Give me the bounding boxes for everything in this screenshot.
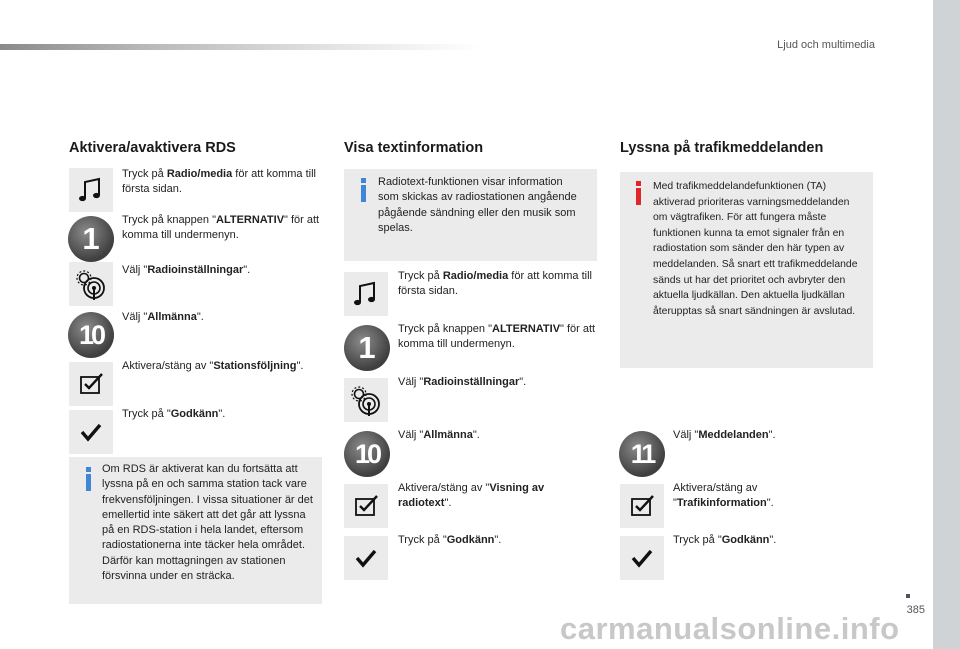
rds-step-4: Välj "Allmänna". bbox=[122, 311, 204, 323]
traffic-warning-text: Med trafikmeddelandefunktionen (TA) aktiverad prioriteras varningsmeddelanden om vägtrafiken. För att fungera måste funktionen kunna ta emot signaler från en radiostation som sänder den här typen av meddelanden. Så snart ett trafikmeddelande sänds ut har det prioritet och avbryter den aktuella ljudkällan. Den aktuella ljudkällan återupptas så snart sändningen är avslutad. bbox=[653, 181, 858, 317]
section-title-traffic: Lyssna på trafikmeddelanden bbox=[620, 140, 824, 156]
confirm-check-icon bbox=[620, 536, 664, 580]
rds-step-6: Tryck på "Godkänn". bbox=[122, 408, 226, 420]
page-number: 385 bbox=[906, 604, 925, 616]
traffic-warning-box bbox=[620, 172, 873, 368]
chapter-title: Ljud och multimedia bbox=[777, 39, 875, 51]
rds-info-text: Om RDS är aktiverat kan du fortsätta att lyssna på en och samma station tack vare frekvensföljningen. I vissa situationer är det emellertid inte säkert att det går att lyssna på en RDS-station i hela landet, eftersom radiostationerna inte täcker hela området. Därför kan mottagningen av stationen försvinna under en sträcka. bbox=[102, 463, 313, 583]
traffic-step-1: Välj "Meddelanden". bbox=[673, 429, 776, 441]
toggle-checkbox-icon bbox=[620, 484, 664, 528]
textinfo-info-box bbox=[344, 169, 597, 261]
rds-step-1: Tryck på Radio/media för att komma till första sidan. bbox=[122, 168, 316, 196]
textinfo-info-text: Radiotext-funktionen visar information som skickas av radiostationen angående pågående sändning eller den musik som spelas. bbox=[378, 176, 577, 234]
textinfo-step-4: Välj "Allmänna". bbox=[398, 429, 480, 441]
music-icon bbox=[344, 272, 388, 316]
section-title-textinfo: Visa textinformation bbox=[344, 140, 484, 156]
textinfo-step-5: Aktivera/stäng av "Visning av radiotext". bbox=[398, 482, 545, 510]
confirm-check-icon bbox=[344, 536, 388, 580]
rds-info-box bbox=[69, 457, 322, 604]
page-marker bbox=[906, 594, 910, 598]
traffic-step-3: Tryck på "Godkänn". bbox=[673, 534, 777, 546]
step-badge-1: 1 bbox=[68, 216, 114, 262]
confirm-check-icon bbox=[69, 410, 113, 454]
page-side-tab bbox=[933, 0, 960, 649]
step-badge-10: 10 bbox=[68, 312, 114, 358]
info-icon bbox=[361, 178, 366, 183]
textinfo-step-2: Tryck på knappen "ALTERNATIV" för att komma till undermenyn. bbox=[398, 323, 596, 351]
rds-step-2: Tryck på knappen "ALTERNATIV" för att komma till undermenyn. bbox=[122, 214, 320, 242]
section-title-rds: Aktivera/avaktivera RDS bbox=[69, 140, 236, 156]
toggle-checkbox-icon bbox=[69, 362, 113, 406]
watermark: carmanualsonline.info bbox=[560, 611, 900, 646]
music-icon bbox=[69, 168, 113, 212]
textinfo-step-6: Tryck på "Godkänn". bbox=[398, 534, 502, 546]
header-gradient-bar bbox=[0, 44, 480, 50]
info-icon bbox=[86, 467, 91, 472]
radio-settings-icon bbox=[69, 262, 113, 306]
toggle-checkbox-icon bbox=[344, 484, 388, 528]
step-badge-1: 1 bbox=[344, 325, 390, 371]
textinfo-step-1: Tryck på Radio/media för att komma till första sidan. bbox=[398, 270, 592, 298]
textinfo-step-3: Välj "Radioinställningar". bbox=[398, 376, 527, 388]
radio-settings-icon bbox=[344, 378, 388, 422]
warning-icon bbox=[636, 181, 641, 186]
rds-step-5: Aktivera/stäng av "Stationsföljning". bbox=[122, 360, 304, 372]
step-badge-11: 11 bbox=[619, 431, 665, 477]
traffic-step-2: Aktivera/stäng av "Trafikinformation". bbox=[673, 482, 774, 510]
step-badge-10: 10 bbox=[344, 431, 390, 477]
rds-step-3: Välj "Radioinställningar". bbox=[122, 264, 251, 276]
